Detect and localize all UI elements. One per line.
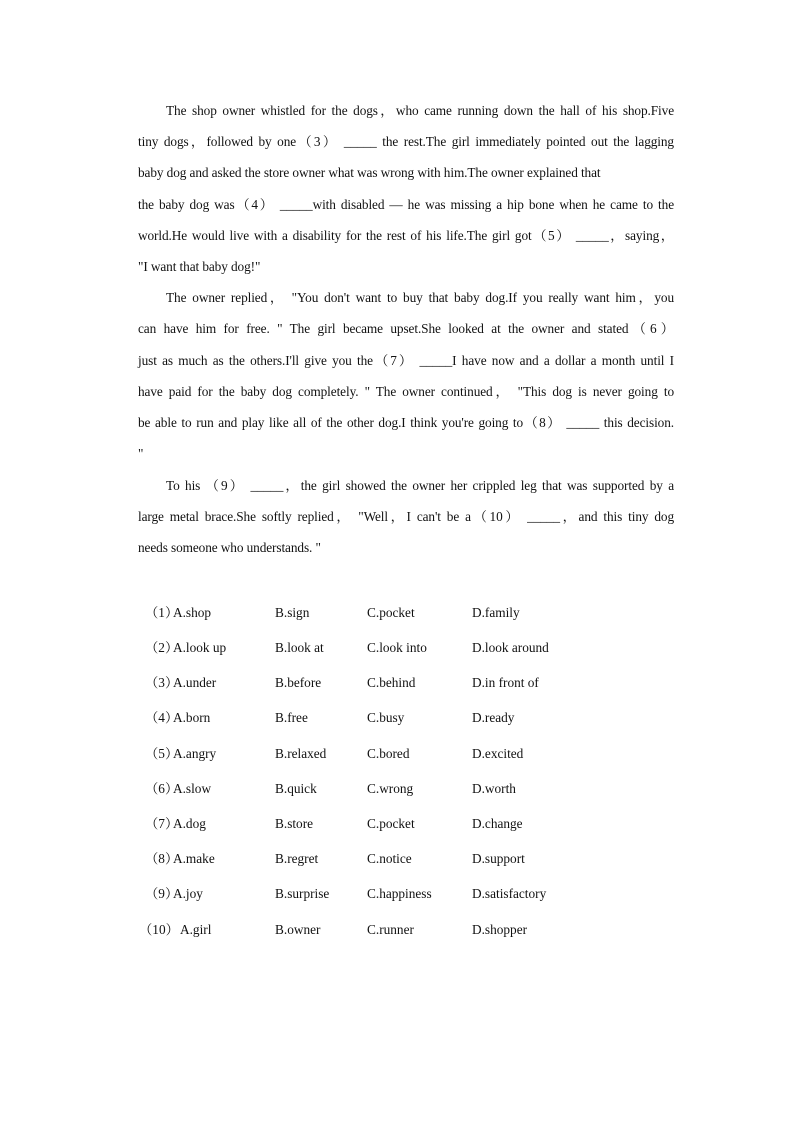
question-row	[145, 882, 625, 906]
option-d: D.satisfactory	[472, 886, 547, 901]
option-a: A.joy	[173, 886, 203, 901]
option-d: D.excited	[472, 746, 524, 761]
option-d: D.shopper	[472, 922, 528, 937]
option-b: B.owner	[275, 922, 321, 937]
question-number: （5）	[145, 746, 179, 761]
question-row	[145, 777, 625, 801]
passage-line: the baby dog was（4） _____with disabled — he was missing a hip bone when he came to the	[138, 197, 674, 212]
option-c: C.behind	[367, 675, 416, 690]
option-c: C.pocket	[367, 816, 415, 831]
question-row	[145, 636, 625, 660]
question-row	[145, 742, 625, 766]
passage-line: tiny dogs，followed by one（3） _____ the rest.The girl immediately pointed out the lagging	[138, 134, 674, 149]
option-c: C.look into	[367, 640, 427, 655]
option-a: A.dog	[173, 816, 206, 831]
option-d: D.look around	[472, 640, 549, 655]
question-row	[145, 671, 625, 695]
question-row	[139, 918, 625, 942]
option-b: B.free	[275, 710, 308, 725]
question-row	[145, 706, 625, 730]
option-c: C.happiness	[367, 886, 432, 901]
passage-line: "	[138, 446, 144, 461]
question-row	[145, 847, 625, 871]
passage-line: just as much as the others.I'll give you the（7） _____I have now and a dollar a month until I	[138, 353, 674, 368]
option-d: D.ready	[472, 710, 515, 725]
passage-line: be able to run and play like all of the other dog.I think you're going to（8） _____ this decision.	[138, 415, 674, 430]
passage-line: have paid for the baby dog completely. " The owner continued， "This dog is never going to	[138, 384, 674, 399]
question-number: （2）	[145, 640, 179, 655]
option-c: C.pocket	[367, 605, 415, 620]
option-c: C.bored	[367, 746, 410, 761]
option-a: A.girl	[180, 922, 212, 937]
option-d: D.support	[472, 851, 525, 866]
passage-line: To his （9） _____，the girl showed the owner her crippled leg that was supported by a	[166, 478, 674, 493]
option-d: D.worth	[472, 781, 516, 796]
option-a: A.make	[173, 851, 215, 866]
option-d: D.change	[472, 816, 523, 831]
option-c: C.wrong	[367, 781, 414, 796]
passage-line: needs someone who understands. "	[138, 540, 321, 555]
passage-line: large metal brace.She softly replied， "Well，I can't be a（10） _____，and this tiny dog	[138, 509, 674, 524]
passage-line: The owner replied， "You don't want to buy that baby dog.If you really want him，you	[166, 290, 674, 305]
option-b: B.before	[275, 675, 322, 690]
option-a: A.angry	[173, 746, 217, 761]
question-number: （9）	[145, 886, 179, 901]
option-b: B.regret	[275, 851, 319, 866]
option-b: B.relaxed	[275, 746, 327, 761]
option-b: B.store	[275, 816, 314, 831]
passage-line: "I want that baby dog!"	[138, 259, 261, 274]
option-b: B.surprise	[275, 886, 330, 901]
question-row	[145, 812, 625, 836]
question-number: （7）	[145, 816, 179, 831]
passage-line: The shop owner whistled for the dogs，who came running down the hall of his shop.Five	[166, 103, 674, 118]
option-d: D.in front of	[472, 675, 539, 690]
option-a: A.under	[173, 675, 217, 690]
option-d: D.family	[472, 605, 520, 620]
option-a: A.look up	[173, 640, 227, 655]
question-number: （3）	[145, 675, 179, 690]
question-number: （10）	[139, 922, 179, 937]
option-c: C.runner	[367, 922, 414, 937]
option-c: C.busy	[367, 710, 405, 725]
question-number: （4）	[145, 710, 179, 725]
option-a: A.born	[173, 710, 211, 725]
passage-line: can have him for free. " The girl became upset.She looked at the owner and stated（6）	[138, 321, 674, 336]
option-b: B.look at	[275, 640, 324, 655]
option-c: C.notice	[367, 851, 412, 866]
option-a: A.shop	[173, 605, 212, 620]
passage-line: baby dog and asked the store owner what was wrong with him.The owner explained that	[138, 165, 601, 180]
option-b: B.sign	[275, 605, 310, 620]
question-row	[145, 601, 625, 625]
passage-line: world.He would live with a disability for the rest of his life.The girl got（5） _____，saying，	[138, 228, 674, 243]
option-b: B.quick	[275, 781, 317, 796]
question-number: （8）	[145, 851, 179, 866]
option-a: A.slow	[173, 781, 212, 796]
question-number: （6）	[145, 781, 179, 796]
question-number: （1）	[145, 605, 179, 620]
